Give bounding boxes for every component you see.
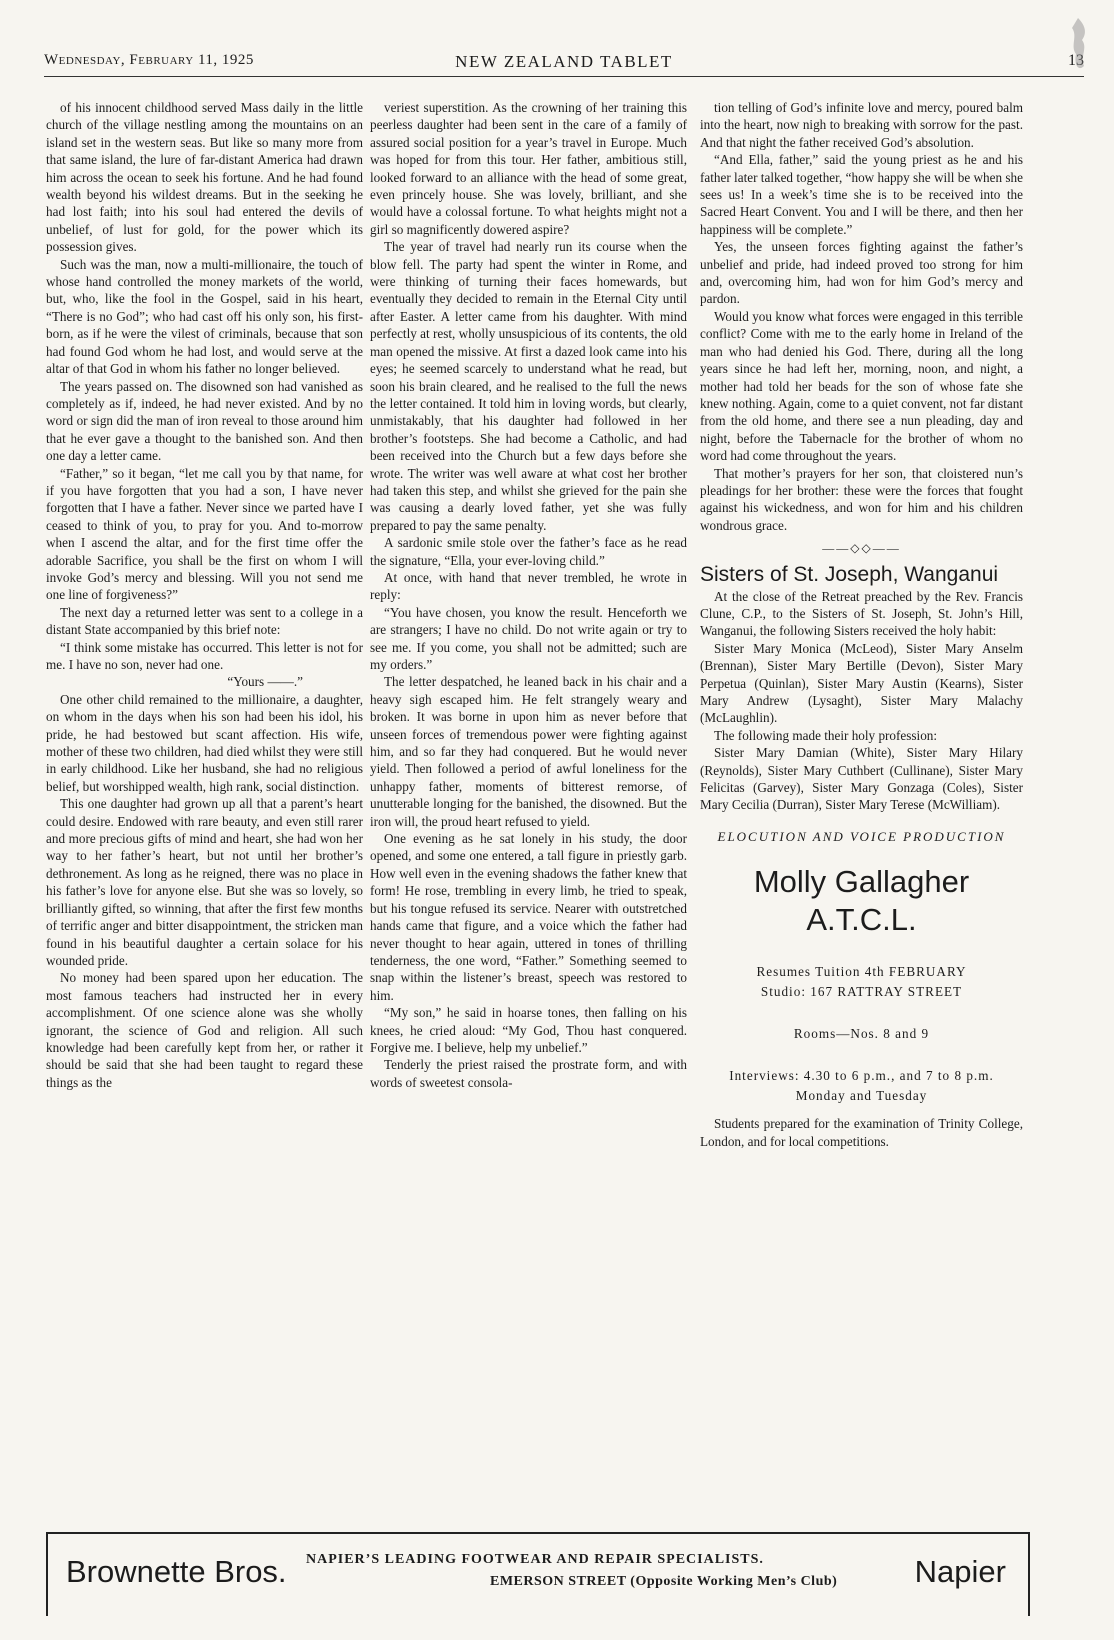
publication-title: NEW ZEALAND TABLET	[455, 52, 673, 71]
story-paragraph: The letter despatched, he leaned back in his chair and a heavy sigh escaped him. He felt strangely weary and broken. It was borne in upon him as never before that unseen forces of tremendous power were fighting against him, and so far they had conquered. But he would never yield. Then followed a period of awful loneliness for the unhappy father, moments of bitterest remorse, of unutterable longing for the banished, the disowned. But the iron will, the proud heart refused to yield.	[370, 674, 687, 829]
story-paragraph: Tenderly the priest raised the prostrate form, and with words of sweetest consola-	[370, 1057, 687, 1090]
story-paragraph: Such was the man, now a multi-millionaire, the touch of whose hand controlled the money markets of the world, but, who, like the fool in the Gospel, said in his heart, “There is no God”; who had cast off his only son, his first-born, as if he were the vilest of criminals, because that son had found God whom he had lost, and would serve at the altar of that God in whom his father no longer believed.	[46, 256, 363, 377]
section-ornament: ——◇◇——	[822, 541, 901, 556]
letter-signature: “Yours ——.”	[227, 674, 303, 690]
ad-rooms: Rooms—Nos. 8 and 9	[793, 1026, 930, 1042]
story-paragraph: The years passed on. The disowned son had vanished as completely as if, indeed, he had never existed. And by no word or sign did the man of iron reveal to those around him that he ever gave a thought to the banished son. And then one day a letter came.	[46, 378, 363, 464]
ad-name: Molly Gallagher	[753, 864, 970, 900]
story-paragraph: “I think some mistake has occurred. This letter is not for me. I have no son, never had one.	[46, 639, 363, 672]
story-paragraph: veriest superstition. As the crowning of her training this peerless daughter had been sent in the care of a family of assured social position for a year’s travel in Europe. Much was hoped for from this tour. Her father, ambitious still, looked forward to an alliance with the head of some great, even princely house. She was lovely, brilliant, and she would have a colossal fortune. To what heights might not a girl so magnificently dowered aspire?	[370, 100, 687, 237]
story-paragraph: No money had been spared upon her education. The most famous teachers had instructed her in every accomplishment. Of one science alone was she wholly ignorant, the science of God and religion. All such knowledge had been carefully kept from her, or rather it should be said that she had been taught to regard these things as the	[46, 970, 363, 1090]
ad-interviews: Interviews: 4.30 to 6 p.m., and 7 to 8 p.m.	[729, 1068, 994, 1084]
corner-ink-smudge	[1058, 14, 1098, 84]
story-paragraph: “And Ella, father,” said the young priest as he and his father later talked together, “how happy she will be when she sees us! In a week’s time she is to be received into the Sacred Heart Convent. You and I will be there, and then her happiness will be complete.”	[700, 152, 1023, 237]
story-paragraph: of his innocent childhood served Mass daily in the little church of the village nestling among the mountains on an island set in the western seas. But like so many more from that same island, the lure of far-distant America had drawn him across the ocean to seek his fortune. And he had found wealth beyond his wildest dreams. But in the seeking he had lost faith; into his soul had entered the devils of unbelief, of lust for gold, for the power which its possession gives.	[46, 100, 363, 255]
footwear-banner-ad	[46, 1532, 1030, 1616]
story-paragraph: “You have chosen, you know the result. Henceforth we are strangers; I have no child. Do not write again or try to see me. If you come, you shall not be admitted; such are my orders.”	[370, 604, 687, 672]
page-header	[44, 50, 1084, 76]
story-paragraph: Would you know what forces were engaged in this terrible conflict? Come with me to the early home in Ireland of the man who had denied his God. There, during all the long years since he had left her, morning, noon, and night, a mother had told her beads for the son of whose fate she knew nothing. Again, come to a quiet convent, not far distant from the old home, and there see a nun pleading, day and night, before the Tabernacle for the brother of whom no word had come throughout the years.	[700, 308, 1023, 464]
banner-tagline: NAPIER’S LEADING FOOTWEAR AND REPAIR SPECIALISTS.	[306, 1552, 764, 1567]
story-paragraph: “Father,” so it began, “let me call you by that name, for if you have forgotten that you had a son, I have never forgotten that I have a father. Never since we parted have I ceased to think of you, to pray for you. And to-morrow when I ascend the altar, and for the first time offer the adorable Sacrifice, you shall be the first on whom I will invoke God’s mercy and blessing. Will you not send me one line of forgiveness?”	[46, 465, 363, 603]
banner-town: Napier	[914, 1554, 1006, 1589]
page-number: 13	[1068, 52, 1084, 69]
issue-date: Wednesday, February 11, 1925	[44, 52, 254, 68]
ad-kicker: ELOCUTION AND VOICE PRODUCTION	[717, 828, 1006, 844]
header-rule	[44, 76, 1084, 77]
banner-company: Brownette Bros.	[66, 1554, 287, 1589]
story-paragraph: The next day a returned letter was sent to a college in a distant State accompanied by this brief note:	[46, 604, 363, 638]
ad-qualification: A.T.C.L.	[806, 902, 917, 938]
ad-tuition-date: Resumes Tuition 4th FEBRUARY	[756, 964, 967, 980]
column-left	[46, 99, 363, 1484]
story-paragraph: This one daughter had grown up all that a parent’s heart could desire. Endowed with rare beauty, and even still rarer and more precious gifts of mind and heart, she had won her way to her father’s heart, but not until her brother’s dethronement. As long as he reigned, there was no place in his father’s love for anyone else. But she was so lovely, so brilliantly gifted, so winning, that after the first few months of terrific anger and bitter disappointment, the stricken man found in his beautiful daughter a certain solace for his wounded pride.	[46, 796, 363, 968]
notice-paragraph: Sister Mary Monica (McLeod), Sister Mary Anselm (Brennan), Sister Mary Bertille (Devon), Sister Mary Perpetua (Quinlan), Sister Mary Austin (Kearns), Sister Mary Andrew (Lysaght), Sister Mary Malachy (McLaughlin).	[700, 640, 1023, 726]
story-paragraph: “My son,” he said in hoarse tones, then falling on his knees, he cried aloud: “My God, Thou hast conquered. Forgive me. I believe, help my unbelief.”	[370, 1005, 687, 1055]
story-paragraph: tion telling of God’s infinite love and mercy, poured balm into the heart, now nigh to breaking with sorrow for the past. And that night the father received God’s absolution.	[700, 100, 1023, 150]
story-paragraph: Yes, the unseen forces fighting against the father’s unbelief and pride, had indeed proved too strong for him and, overcoming him, had won for him God’s mercy and pardon.	[700, 239, 1023, 307]
section-title: Sisters of St. Joseph, Wanganui	[700, 562, 999, 586]
ad-studio: Studio: 167 RATTRAY STREET	[760, 984, 963, 1000]
column-middle	[370, 99, 687, 1484]
story-paragraph: One evening as he sat lonely in his study, the door opened, and some one entered, a tall figure in priestly garb. How well even in the evening shadows the father knew that form! He rose, trembling in every limb, he tried to speak, but his tongue refused its service. Nearer with outstretched hands came that figure, and a voice which the father had never thought to hear again, uttered in tones of thrilling tenderness, the one word, “Father.” Something seemed to snap within the listener’s breast, speech was restored to him.	[370, 831, 687, 1003]
story-paragraph: The year of travel had nearly run its course when the blow fell. The party had spent the winter in Rome, and were thinking of turning their faces homewards, but eventually they decided to remain in the Eternal City until after Easter. A letter came from his daughter. With mind perfectly at rest, wholly unsuspicious of its contents, the old man opened the missive. At first a dazed look came into his eyes; he seemed scarcely to understand what he read, but soon his brain cleared, and he realised to the full the news the letter contained. It told him in loving words, but clearly, unmistakably, that his daughter had followed in her brother’s footsteps. She had become a Catholic, and had been received into the Church but a few days before she wrote. The writer was well aware at what cost her brother had taken this step, and whilst she grieved for the pain she was causing a dearly loved father, yet she was fully prepared to pay the same penalty.	[370, 239, 687, 533]
story-paragraph: That mother’s prayers for her son, that cloistered nun’s pleadings for her brother: these were the forces that fought against his wickedness, and won for him and his children wondrous grace.	[700, 465, 1023, 533]
story-paragraph: At once, with hand that never trembled, he wrote in reply:	[370, 569, 687, 603]
ad-days: Monday and Tuesday	[795, 1088, 928, 1104]
elocution-advertisement	[700, 828, 1023, 1150]
banner-address: EMERSON STREET (Opposite Working Men’s Club)	[490, 1574, 838, 1589]
ad-students: Students prepared for the examination of Trinity College, London, and for local competitions.	[700, 1116, 1023, 1149]
column-right	[700, 99, 1023, 1484]
notice-paragraph: At the close of the Retreat preached by the Rev. Francis Clune, C.P., to the Sisters of St. Joseph, St. John’s Hill, Wanganui, the following Sisters received the holy habit:	[700, 588, 1023, 639]
story-paragraph: A sardonic smile stole over the father’s face as he read the signature, “Ella, your ever-loving child.”	[370, 535, 687, 568]
notice-paragraph: The following made their holy profession:	[714, 727, 938, 743]
story-paragraph: One other child remained to the millionaire, a daughter, on whom in the days when his son had been his idol, his pride, he had bestowed but scant affection. His wife, mother of these two children, had died whilst they were still in early childhood. Like her husband, she had no religious belief, but worshipped wealth, high rank, social distinction.	[46, 691, 363, 794]
notice-paragraph: Sister Mary Damian (White), Sister Mary Hilary (Reynolds), Sister Mary Cuthbert (Cullinane), Sister Mary Felicitas (Garvey), Sister Mary Gonzaga (Coles), Sister Mary Cecilia (Durran), Sister Mary Terese (McWilliam).	[700, 745, 1023, 813]
